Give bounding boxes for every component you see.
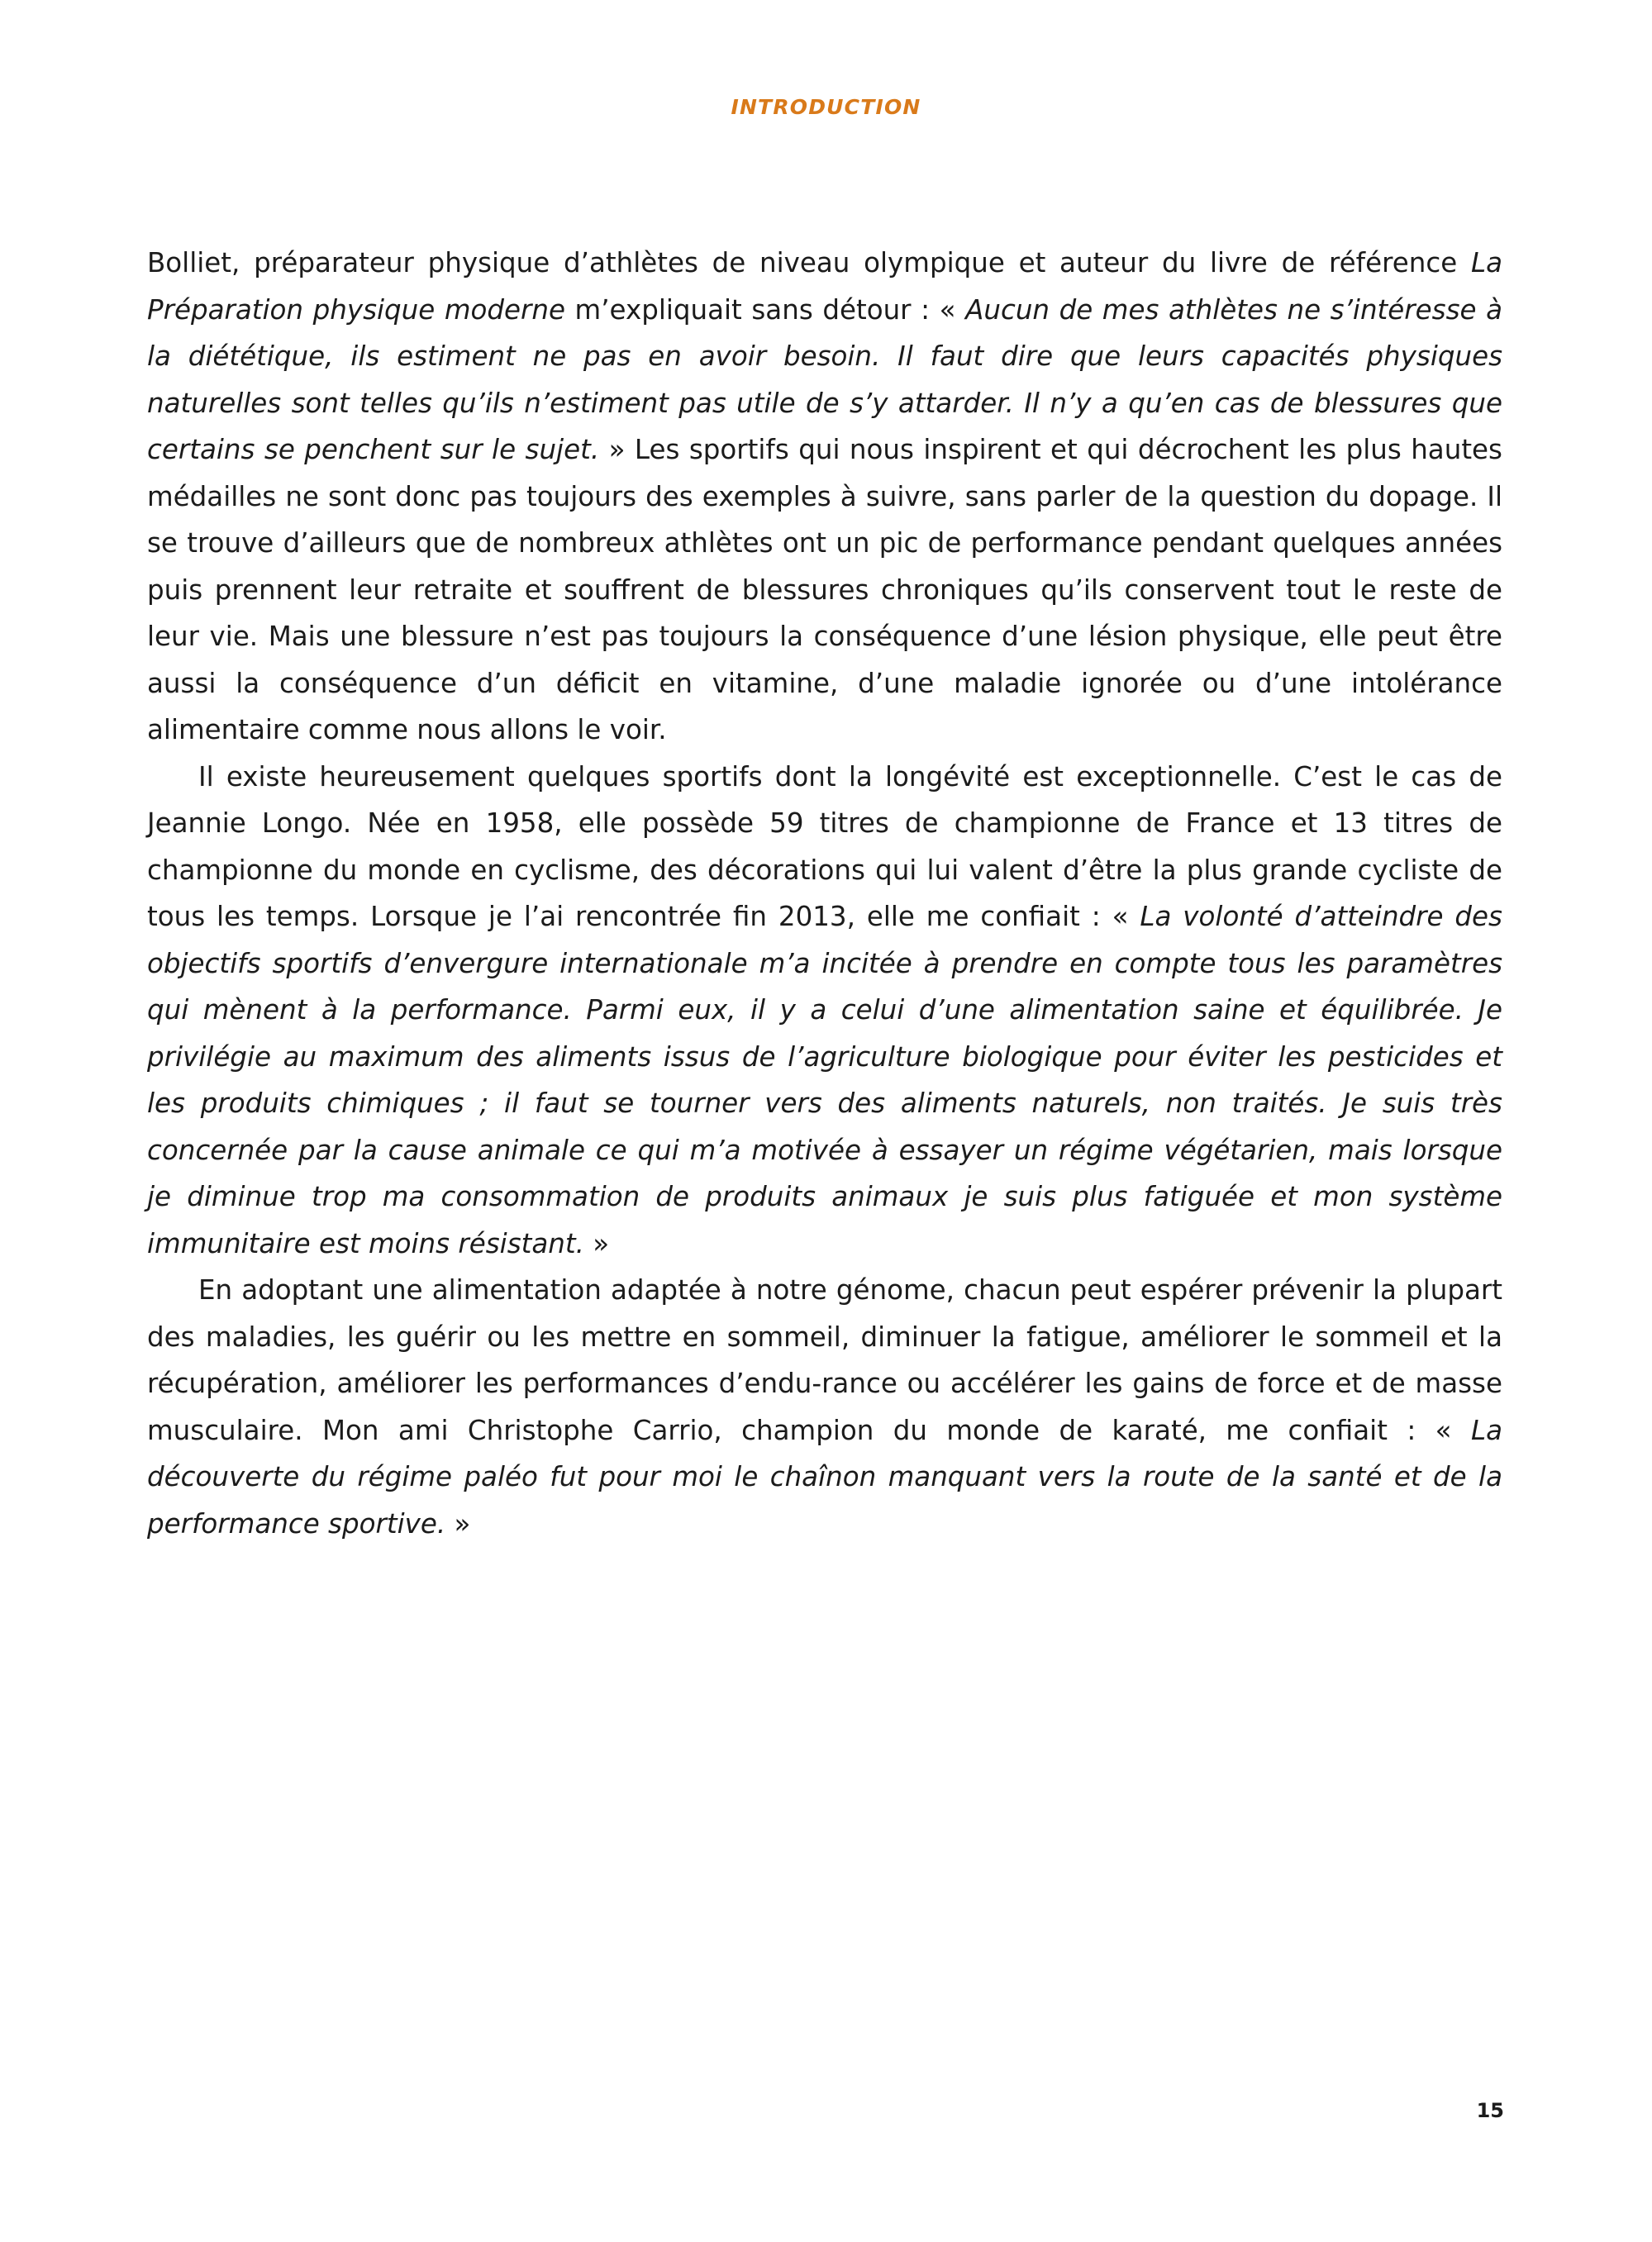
quote-italic-run: Aucun de mes athlètes ne s’intéresse à la diététique, ils estiment ne pas en avoir besoin. Il faut dire que leurs capacités physiques naturelles sont telles qu’ils n’estiment pas utile de s’y attarder. Il n’y a qu’en cas de blessures que certains se penchent sur le sujet. <box>147 293 1503 465</box>
text-run: En adoptant une alimentation adaptée à notre génome, chacun peut espérer prévenir la plupart des maladies, les guérir ou les mettre en sommeil, diminuer la fatigue, améliorer le sommeil et la récupération, améliorer les performances d’endu-rance ou accélérer les gains de force et de masse musculaire. Mon ami Christophe Carrio, champion du monde de karaté, me confiait : « <box>147 1274 1502 1446</box>
page-body-text <box>147 240 1502 1547</box>
quote-italic-run: La volonté d’atteindre des objectifs sportifs d’envergure internationale m’a incitée à prendre en compte tous les paramètres qui mènent à la performance. Parmi eux, il y a celui d’une alimentation saine et équilibrée. Je privilégie au maximum des aliments issus de l’agriculture biologique pour éviter les pesticides et les produits chimiques ; il faut se tourner vers des aliments naturels, non traités. Je suis très concernée par la cause animale ce qui m’a motivée à essayer un régime végétarien, mais lorsque je diminue trop ma consommation de produits animaux je suis plus fatiguée et mon système immunitaire est moins résistant. <box>147 901 1502 1259</box>
text-run: » Les sportifs qui nous inspirent et qui décrochent les plus hautes médailles ne sont donc pas toujours des exemples à suivre, sans parler de la question du dopage. Il se trouve d’ailleurs que de nombreux athlètes ont un pic de performance pendant quelques années puis prennent leur retraite et souffrent de blessures chroniques qu’ils conservent tout le reste de leur vie. Mais une blessure n’est pas toujours la conséquence d’une lésion physique, elle peut être aussi la conséquence d’un déficit en vitamine, d’une maladie ignorée ou d’une intolérance alimentaire comme nous allons le voir. <box>147 434 1502 745</box>
quote-italic-run: La découverte du régime paléo fut pour moi le chaînon manquant vers la route de la santé et de la performance sportive. <box>147 1414 1502 1540</box>
running-head: INTRODUCTION <box>731 95 921 119</box>
text-run: Il existe heureusement quelques sportifs dont la longévité est exceptionnelle. C’est le cas de Jeannie Longo. Née en 1958, elle possède 59 titres de championne de France et 13 titres de championne du monde en cyclisme, des décorations qui lui valent d’être la plus grande cycliste de tous les temps. Lorsque je l’ai rencontrée fin 2013, elle me confiait : « <box>147 760 1502 932</box>
page-number: 15 <box>1476 2099 1504 2122</box>
paragraph <box>147 240 1502 754</box>
text-run: » <box>445 1507 471 1540</box>
paragraph <box>147 754 1502 1268</box>
text-run: » <box>583 1227 610 1259</box>
text-run: m’expliquait sans détour : « <box>564 293 966 326</box>
paragraph <box>147 1267 1502 1547</box>
quote-italic-run: La Préparation physique moderne <box>147 247 1502 326</box>
text-run: Bolliet, préparateur physique d’athlètes de niveau olympique et auteur du livre de référence <box>147 247 1471 278</box>
